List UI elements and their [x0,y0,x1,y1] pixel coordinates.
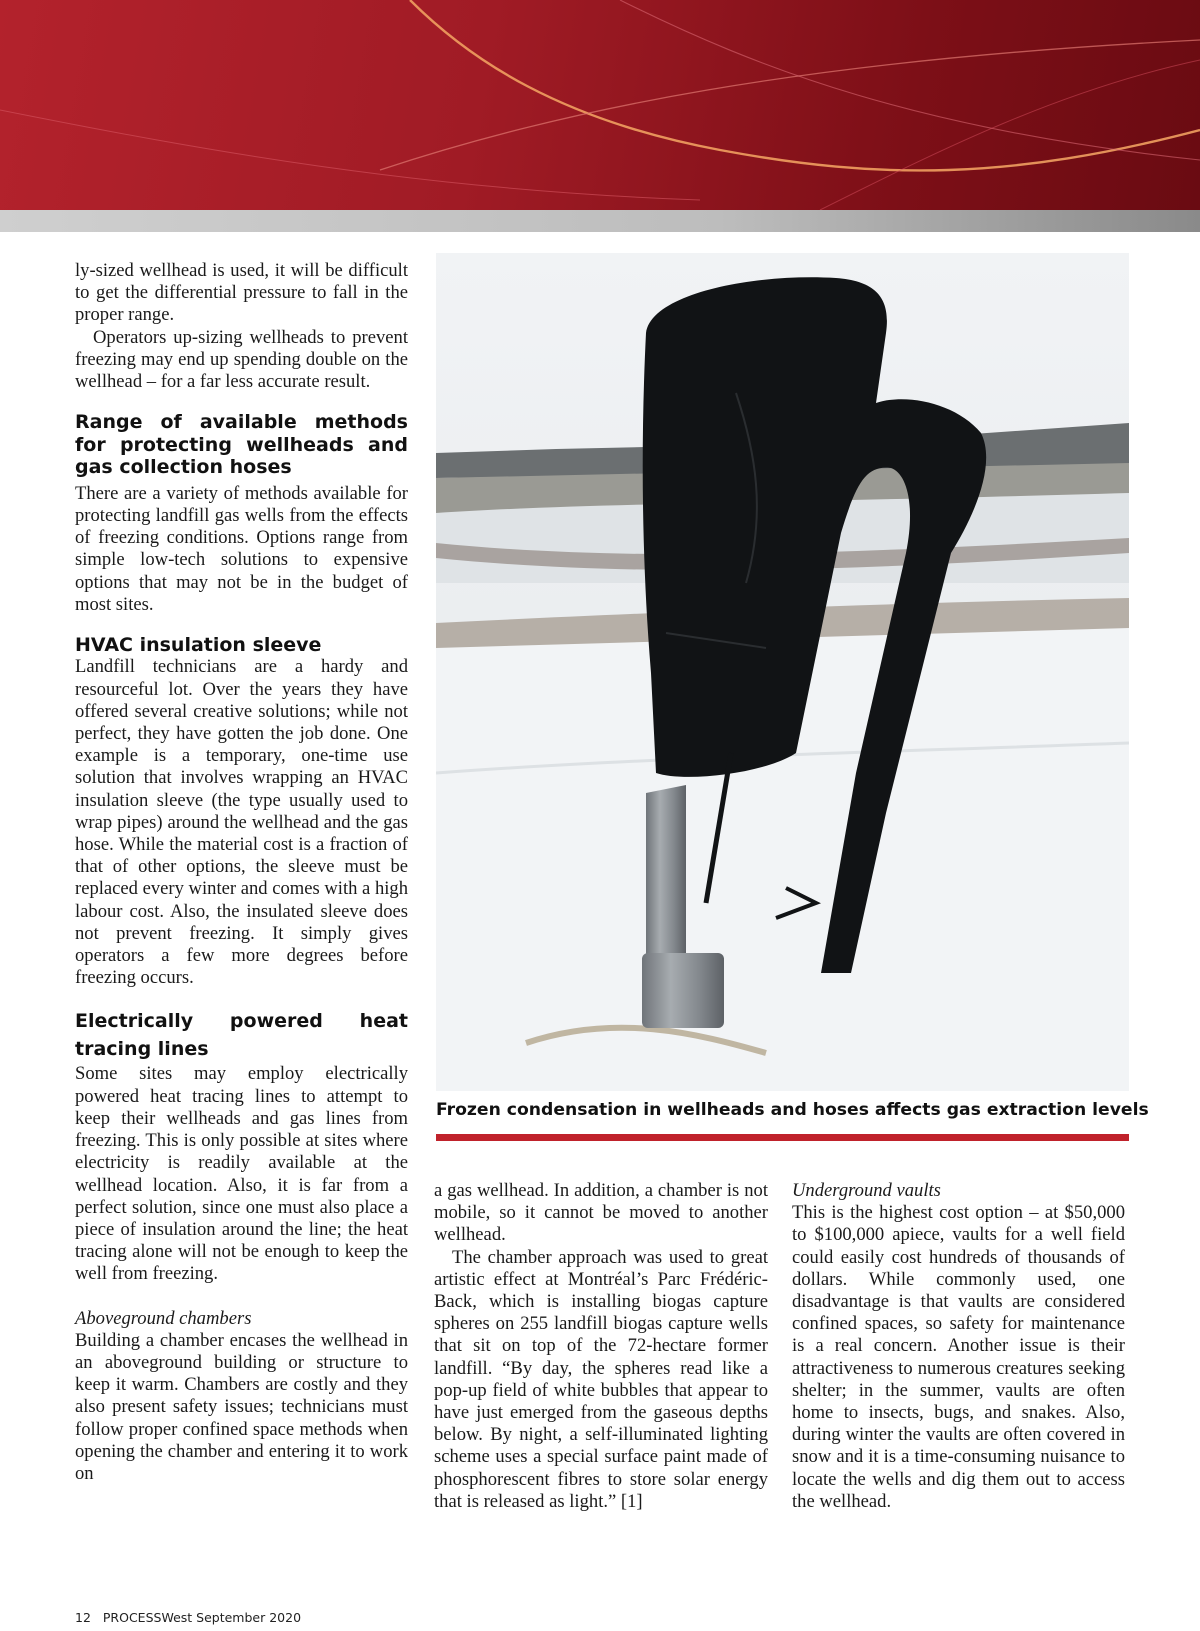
figure-caption: Frozen condensation in wellheads and hoses affects gas extraction levels [436,1100,1149,1120]
page-number: 12 [75,1610,91,1625]
header-grey-bar [0,210,1200,232]
section-heading-heat-tracing: Electrically powered heat tracing lines [75,1010,408,1061]
subheading-underground-vaults: Underground vaults [792,1180,941,1201]
paragraph: ly-sized wellhead is used, it will be difficult to get the differential pressure to fall in the proper range. [75,260,408,326]
header-banner [0,0,1200,210]
wellhead-photo [436,253,1129,1091]
column-left [75,260,408,1485]
paragraph: There are a variety of methods available for protecting landfill gas wells from the effects of freezing conditions. Options range from simple low-tech solutions to expensive options that may not be in the budget of most sites. [75,482,408,615]
banner-swoosh-lines [0,0,1200,210]
publication-name: PROCESSWest September 2020 [102,1610,302,1625]
paragraph: a gas wellhead. In addition, a chamber is not mobile, so it cannot be moved to another wellhead. [434,1180,768,1246]
section-heading-hvac-sleeve: HVAC insulation sleeve [75,633,322,656]
paragraph: Landfill technicians are a hardy and resourceful lot. Over the years they have offered several creative solutions; while not perfect, they have gotten the job done. One example is a temporary, one-time use solution that involves wrapping an HVAC insulation sleeve (the type usually used to wrap pipes) around the wellhead and the gas hose. While the material cost is a fraction of that of other options, the sleeve must be replaced every winter and comes with a high labour cost. Also, the insulated sleeve does not prevent freezing. It simply gives operators a few more degrees before freezing occurs. [75,656,409,989]
paragraph: This is the highest cost option – at $50,000 to $100,000 apiece, vaults for a well field could easily cost hundreds of thousands of dollars. While commonly used, one disadvantage is that vaults are considered confined spaces, so safety for maintenance is a real concern. Another issue is their attractiveness to numerous creatures seeking shelter; in the summer, vaults are often home to insects, bugs, and snakes. Also, during winter the vaults are often covered in snow and it is a time-consuming nuisance to locate the wells and dig them out to access the wellhead. [792,1202,1125,1512]
paragraph: Building a chamber encases the wellhead in an aboveground building or structure to keep it warm. Chambers are costly and they also present safety issues; technicians must follow proper confined space methods when opening the chamber and entering it to work on [75,1329,408,1484]
page-footer [75,1610,301,1625]
wellhead-photo-illustration [436,253,1129,1091]
subheading-aboveground-chambers: Aboveground chambers [75,1307,252,1329]
column-right [792,1180,1125,1513]
paragraph: The chamber approach was used to great artistic effect at Montréal’s Parc Frédéric-Back, which is installing biogas capture spheres on 255 landfill biogas capture wells that sit on top of the 72-hectare former landfill. “By day, the spheres read like a pop-up field of white bubbles that appear to have just emerged from the gaseous depths below. By night, a self-illuminated lighting scheme uses a special surface paint made of phosphorescent fibres to store solar energy that is released as light.” [1] [434,1246,768,1512]
paragraph: Some sites may employ electrically powered heat tracing lines to attempt to keep their wellheads and gas lines from freezing. This is only possible at sites where electricity is readily available at the wellhead location. Also, it is far from a perfect solution, since one must also place a piece of insulation around the line; the heat tracing alone will not be enough to keep the well from freezing. [75,1063,408,1285]
caption-red-rule [436,1134,1129,1141]
paragraph: Operators up-sizing wellheads to prevent freezing may end up spending double on the wellhead – for a far less accurate result. [75,326,408,393]
column-middle [434,1180,768,1513]
section-heading-range-of-methods: Range of available methods for protecting wellheads and gas collection hoses [75,411,408,479]
